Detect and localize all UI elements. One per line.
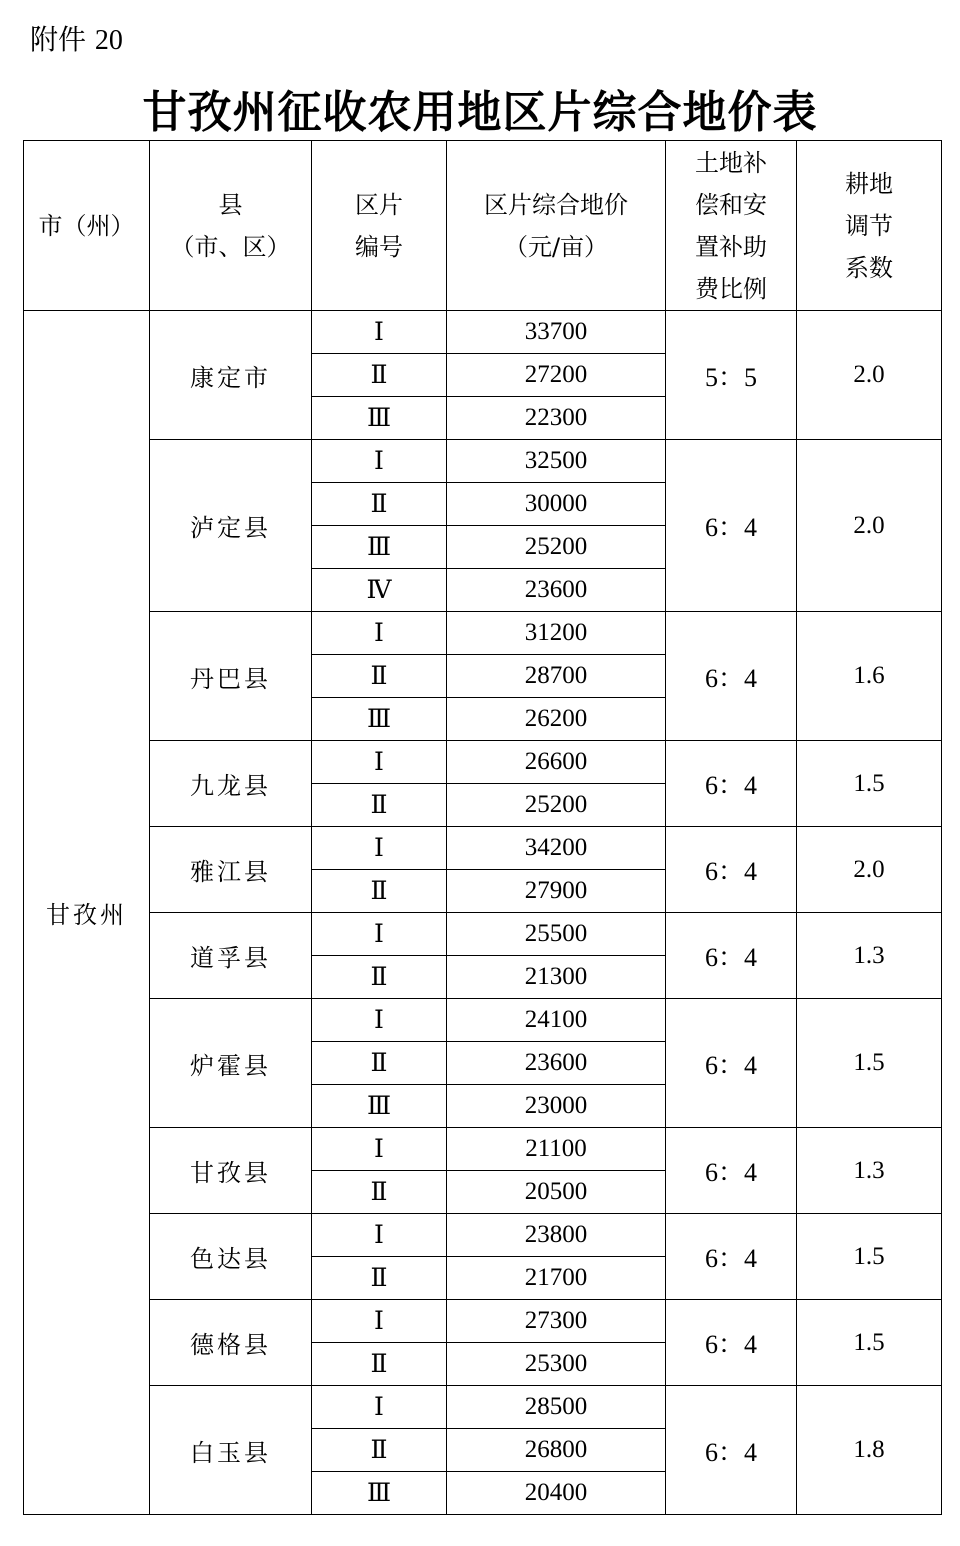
table-row xyxy=(24,999,942,1042)
header-coefficient xyxy=(797,141,942,311)
zone-price-cell: 20400 xyxy=(447,1472,666,1515)
zone-code-cell: Ⅱ xyxy=(312,483,447,526)
zone-code-cell: Ⅰ xyxy=(312,612,447,655)
zone-code-cell: Ⅱ xyxy=(312,870,447,913)
table-row xyxy=(24,913,942,956)
county-name-cell: 康定市 xyxy=(150,311,312,440)
zone-price-cell: 23800 xyxy=(447,1214,666,1257)
zone-code-cell: Ⅱ xyxy=(312,1429,447,1472)
header-county-line1: 县 xyxy=(218,190,243,219)
farmland-coefficient-cell: 1.5 xyxy=(797,741,942,827)
zone-code-cell: Ⅰ xyxy=(312,827,447,870)
zone-code-cell: Ⅱ xyxy=(312,1257,447,1300)
zone-price-cell: 20500 xyxy=(447,1171,666,1214)
farmland-coefficient-cell: 1.3 xyxy=(797,913,942,999)
zone-price-cell: 23600 xyxy=(447,1042,666,1085)
zone-price-cell: 33700 xyxy=(447,311,666,354)
zone-price-cell: 26200 xyxy=(447,698,666,741)
zone-code-cell: Ⅰ xyxy=(312,999,447,1042)
zone-price-cell: 27900 xyxy=(447,870,666,913)
zone-price-cell: 24100 xyxy=(447,999,666,1042)
compensation-ratio-cell: 6：4 xyxy=(666,440,797,612)
farmland-coefficient-cell: 2.0 xyxy=(797,827,942,913)
table-row xyxy=(24,1214,942,1257)
zone-code-cell: Ⅰ xyxy=(312,311,447,354)
compensation-ratio-cell: 6：4 xyxy=(666,741,797,827)
compensation-ratio-cell: 6：4 xyxy=(666,1214,797,1300)
zone-price-cell: 34200 xyxy=(447,827,666,870)
attachment-label-text: 附件 xyxy=(30,23,87,56)
zone-price-cell: 27200 xyxy=(447,354,666,397)
farmland-coefficient-cell: 1.5 xyxy=(797,999,942,1128)
zone-code-cell: Ⅰ xyxy=(312,1386,447,1429)
compensation-ratio-cell: 6：4 xyxy=(666,1128,797,1214)
compensation-ratio-cell: 6：4 xyxy=(666,1300,797,1386)
zone-code-cell: Ⅱ xyxy=(312,784,447,827)
zone-code-cell: Ⅱ xyxy=(312,354,447,397)
header-county-line2: （市、区） xyxy=(170,232,291,261)
farmland-coefficient-cell: 2.0 xyxy=(797,311,942,440)
zone-price-cell: 31200 xyxy=(447,612,666,655)
farmland-coefficient-cell: 2.0 xyxy=(797,440,942,612)
county-name-cell: 九龙县 xyxy=(150,741,312,827)
header-coef-line2: 调节 xyxy=(845,211,893,240)
table-row xyxy=(24,1300,942,1343)
zone-code-cell: Ⅰ xyxy=(312,440,447,483)
zone-price-cell: 30000 xyxy=(447,483,666,526)
zone-price-cell: 25200 xyxy=(447,526,666,569)
zone-code-cell: Ⅱ xyxy=(312,1343,447,1386)
zone-code-cell: Ⅲ xyxy=(312,1472,447,1515)
county-name-cell: 甘孜县 xyxy=(150,1128,312,1214)
zone-code-cell: Ⅱ xyxy=(312,1042,447,1085)
table-row xyxy=(24,1386,942,1429)
header-row xyxy=(24,141,942,311)
farmland-coefficient-cell: 1.3 xyxy=(797,1128,942,1214)
header-coef-line1: 耕地 xyxy=(845,169,893,198)
header-county xyxy=(150,141,312,311)
header-city: 市（州） xyxy=(24,141,150,311)
header-zone-line1: 区片 xyxy=(355,190,403,219)
header-ratio xyxy=(666,141,797,311)
zone-price-cell: 22300 xyxy=(447,397,666,440)
header-zone-code xyxy=(312,141,447,311)
header-ratio-line3: 置补助 xyxy=(695,232,767,261)
attachment-number: 20 xyxy=(94,25,123,56)
compensation-ratio-cell: 6：4 xyxy=(666,913,797,999)
header-zone-line2: 编号 xyxy=(355,232,403,261)
county-name-cell: 丹巴县 xyxy=(150,612,312,741)
county-name-cell: 白玉县 xyxy=(150,1386,312,1515)
zone-price-cell: 25300 xyxy=(447,1343,666,1386)
zone-price-cell: 23000 xyxy=(447,1085,666,1128)
zone-price-cell: 28700 xyxy=(447,655,666,698)
compensation-ratio-cell: 6：4 xyxy=(666,612,797,741)
zone-price-cell: 21300 xyxy=(447,956,666,999)
zone-price-cell: 21100 xyxy=(447,1128,666,1171)
page-title: 甘孜州征收农用地区片综合地价表 xyxy=(142,87,818,138)
zone-code-cell: Ⅰ xyxy=(312,1214,447,1257)
zone-code-cell: Ⅱ xyxy=(312,655,447,698)
zone-price-cell: 27300 xyxy=(447,1300,666,1343)
county-name-cell: 雅江县 xyxy=(150,827,312,913)
zone-code-cell: Ⅰ xyxy=(312,1128,447,1171)
header-ratio-line4: 费比例 xyxy=(695,274,767,303)
zone-price-cell: 25500 xyxy=(447,913,666,956)
zone-price-cell: 23600 xyxy=(447,569,666,612)
zone-code-cell: Ⅰ xyxy=(312,913,447,956)
zone-price-cell: 32500 xyxy=(447,440,666,483)
zone-code-cell: Ⅳ xyxy=(312,569,447,612)
land-price-table xyxy=(23,140,942,1515)
header-coef-line3: 系数 xyxy=(845,253,893,282)
county-name-cell: 炉霍县 xyxy=(150,999,312,1128)
zone-price-cell: 26600 xyxy=(447,741,666,784)
zone-price-cell: 26800 xyxy=(447,1429,666,1472)
table-row xyxy=(24,440,942,483)
header-ratio-line2: 偿和安 xyxy=(695,190,767,219)
table-header xyxy=(24,141,942,311)
compensation-ratio-cell: 6：4 xyxy=(666,827,797,913)
zone-code-cell: Ⅰ xyxy=(312,741,447,784)
county-name-cell: 色达县 xyxy=(150,1214,312,1300)
zone-code-cell: Ⅲ xyxy=(312,526,447,569)
compensation-ratio-cell: 5：5 xyxy=(666,311,797,440)
header-ratio-line1: 土地补 xyxy=(695,148,767,177)
county-name-cell: 道孚县 xyxy=(150,913,312,999)
farmland-coefficient-cell: 1.5 xyxy=(797,1214,942,1300)
table-row xyxy=(24,311,942,354)
farmland-coefficient-cell: 1.8 xyxy=(797,1386,942,1515)
zone-price-cell: 25200 xyxy=(447,784,666,827)
table-row xyxy=(24,1128,942,1171)
table-row xyxy=(24,827,942,870)
attachment-label xyxy=(30,18,123,58)
county-name-cell: 泸定县 xyxy=(150,440,312,612)
zone-price-cell: 28500 xyxy=(447,1386,666,1429)
city-cell: 甘孜州 xyxy=(24,311,150,1515)
header-price-line2: （元/亩） xyxy=(503,232,609,261)
zone-code-cell: Ⅱ xyxy=(312,956,447,999)
farmland-coefficient-cell: 1.5 xyxy=(797,1300,942,1386)
zone-code-cell: Ⅲ xyxy=(312,397,447,440)
farmland-coefficient-cell: 1.6 xyxy=(797,612,942,741)
zone-code-cell: Ⅲ xyxy=(312,1085,447,1128)
table-body xyxy=(24,311,942,1515)
compensation-ratio-cell: 6：4 xyxy=(666,999,797,1128)
zone-price-cell: 21700 xyxy=(447,1257,666,1300)
table-row xyxy=(24,612,942,655)
compensation-ratio-cell: 6：4 xyxy=(666,1386,797,1515)
table-row xyxy=(24,741,942,784)
header-price-line1: 区片综合地价 xyxy=(484,190,628,219)
zone-code-cell: Ⅱ xyxy=(312,1171,447,1214)
zone-code-cell: Ⅲ xyxy=(312,698,447,741)
county-name-cell: 德格县 xyxy=(150,1300,312,1386)
zone-code-cell: Ⅰ xyxy=(312,1300,447,1343)
header-price xyxy=(447,141,666,311)
